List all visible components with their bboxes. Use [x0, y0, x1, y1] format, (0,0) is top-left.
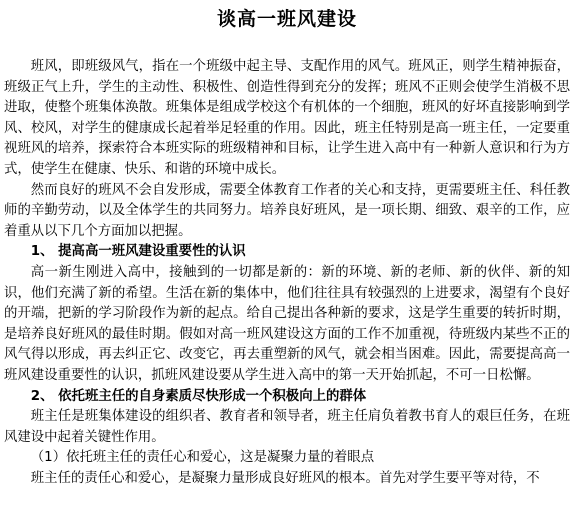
section-heading-2: 2、 依托班主任的自身素质尽快形成一个积极向上的群体 [30, 388, 367, 404]
section-heading-1: 1、 提高高一班风建设重要性的认识 [30, 244, 246, 260]
subsection-heading-1: （1）依托班主任的责任心和爱心，这是凝聚力量的着眼点 [30, 450, 375, 466]
paragraph-responsibility-and-care: 班主任的责任心和爱心，是凝聚力量形成良好班风的根本。首先对学生要平等对待，不 [30, 470, 540, 486]
paragraph-freshman-transition: 高一新生刚进入高中，接触到的一切都是新的：新的环境、新的老师、新的伙伴、新的知识，他们充满了新的希望。生活在新的集体中，他们往往具有较强烈的上进要求，渴望有个良好的开端，把新的学习阶段作为新的起点。给自己提出各种新的要求，这是学生重要的转折时期，是培养良好班风的最佳时期。假如对高一班风建设这方面的工作不加重视，待班级内某些不正的风气得以形成，再去纠正它、改变它，再去重塑新的风气，就会相当困难。因此，需要提高高一班风建设重要性的认识，抓班风建设要从学生进入高中的第一天开始抓起，不可一日松懈。 [4, 264, 570, 383]
document-title: 谈高一班风建设 [216, 8, 357, 30]
paragraph-class-spirit-formation: 然而良好的班风不会自发形成，需要全体教育工作者的关心和支持，更需要班主任、科任教师的辛勤劳动，以及全体学生的共同努力。培养良好班风，是一项长期、细致、艰辛的工作，应着重从以下几个方面加以把握。 [4, 182, 570, 239]
paragraph-class-spirit-definition: 班风，即班级风气，指在一个班级中起主导、支配作用的风气。班风正，则学生精神振奋，班级正气上升，学生的主动性、积极性、创造性得到充分的发挥；班风不正则会使学生消极不思进取，使整个班集体涣散。班集体是组成学校这个有机体的一个细胞，班风的好坏直接影响到学风、校风，对学生的健康成长起着举足轻重的作用。因此，班主任特别是高一班主任，一定要重视班风的培养，探索符合本班实际的班级精神和目标，让学生进入高中有一种新人意识和行为方式，使学生在健康、快乐、和谐的环境中成长。 [4, 59, 570, 177]
document-body [4, 57, 570, 489]
paragraph-head-teacher-role: 班主任是班集体建设的组织者、教育者和领导者，班主任肩负着教书育人的艰巨任务，在班风建设中起着关键性作用。 [4, 409, 570, 445]
